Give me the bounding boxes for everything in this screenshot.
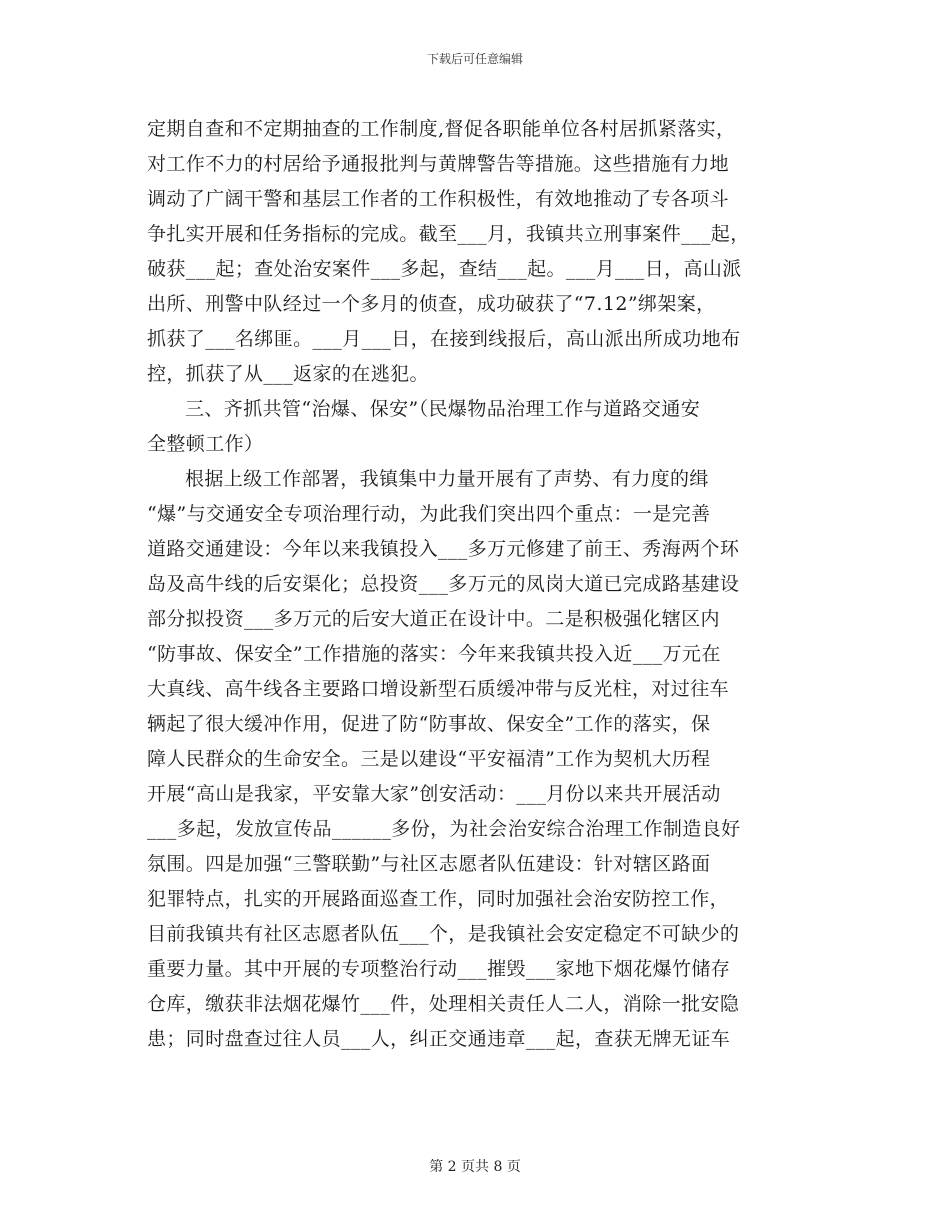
text-line: 障人民群众的生命安全。三是以建设“平安福清”工作为契机大历程: [147, 748, 711, 770]
text-line: 犯罪特点，扎实的开展路面巡查工作，同时加强社会治安防控工作，: [147, 888, 730, 910]
text-line: “爆”与交通安全专项治理行动，为此我们突出四个重点：一是完善: [147, 503, 711, 525]
text-line: 道路交通建设：今年以来我镇投入___多万元修建了前王、秀海两个环: [147, 538, 740, 560]
section-heading-continued: 全整顿工作）: [147, 433, 264, 455]
text-line: 目前我镇共有社区志愿者队伍___个，是我镇社会安定稳定不可缺少的: [147, 923, 740, 945]
page-footer: 第 2 页共 8 页: [429, 1159, 521, 1175]
text-line: “防事故、保安全”工作措施的落实：今年来我镇共投入近___万元在: [147, 643, 721, 665]
text-line: 大真线、高牛线各主要路口增设新型石质缓冲带与反光柱，对过往车: [147, 678, 730, 700]
text-line: 抓获了___名绑匪。___月___日，在接到线报后，高山派出所成功地布: [147, 328, 741, 350]
text-line: 根据上级工作部署，我镇集中力量开展有了声势、有力度的缉: [185, 468, 709, 490]
text-line: 仓库，缴获非法烟花爆竹___件，处理相关责任人二人，消除一批安隐: [147, 993, 740, 1015]
text-line: 部分拟投资___多万元的后安大道正在设计中。二是积极强化辖区内: [147, 608, 720, 630]
section-heading: 三、齐抓共管“治爆、保安”（民爆物品治理工作与道路交通安: [185, 398, 701, 420]
text-line: 破获___起；查处治安案件___多起，查结___起。___月___日，高山派: [147, 258, 742, 280]
text-line: 开展“高山是我家，平安靠大家”创安活动：___月份以来共开展活动: [147, 783, 721, 805]
text-line: 控，抓获了从___返家的在逃犯。: [147, 363, 429, 385]
text-line: 氛围。四是加强“三警联勤”与社区志愿者队伍建设：针对辖区路面: [147, 853, 711, 875]
text-line: 岛及高牛线的后安渠化；总投资___多万元的凤岗大道已完成路基建设: [147, 573, 740, 595]
text-line: 重要力量。其中开展的专项整治行动___摧毁___家地下烟花爆竹储存: [147, 958, 731, 980]
page-header: 下载后可任意编辑: [426, 52, 523, 66]
text-line: 对工作不力的村居给予通报批判与黄牌警告等措施。这些措施有力地: [147, 153, 730, 175]
text-line: 调动了广阔干警和基层工作者的工作积极性，有效地推动了专各项斗: [147, 188, 730, 210]
document-body: [147, 112, 803, 1057]
text-line: 辆起了很大缓冲作用，促进了防“防事故、保安全”工作的落实，保: [147, 713, 711, 735]
text-line: 争扎实开展和任务指标的完成。截至___月，我镇共立刑事案件___起，: [147, 223, 750, 245]
text-line: 患；同时盘查过往人员___人，纠正交通违章___起，查获无牌无证车: [147, 1028, 731, 1050]
text-line: 定期自查和不定期抽查的工作制度,督促各职能单位各村居抓紧落实，: [147, 118, 736, 140]
text-line: ___多起，发放宣传品______多份，为社会治安综合治理工作制造良好: [147, 818, 741, 840]
text-line: 出所、刑警中队经过一个多月的侦查，成功破获了“7.12”绑架案，: [147, 293, 716, 315]
